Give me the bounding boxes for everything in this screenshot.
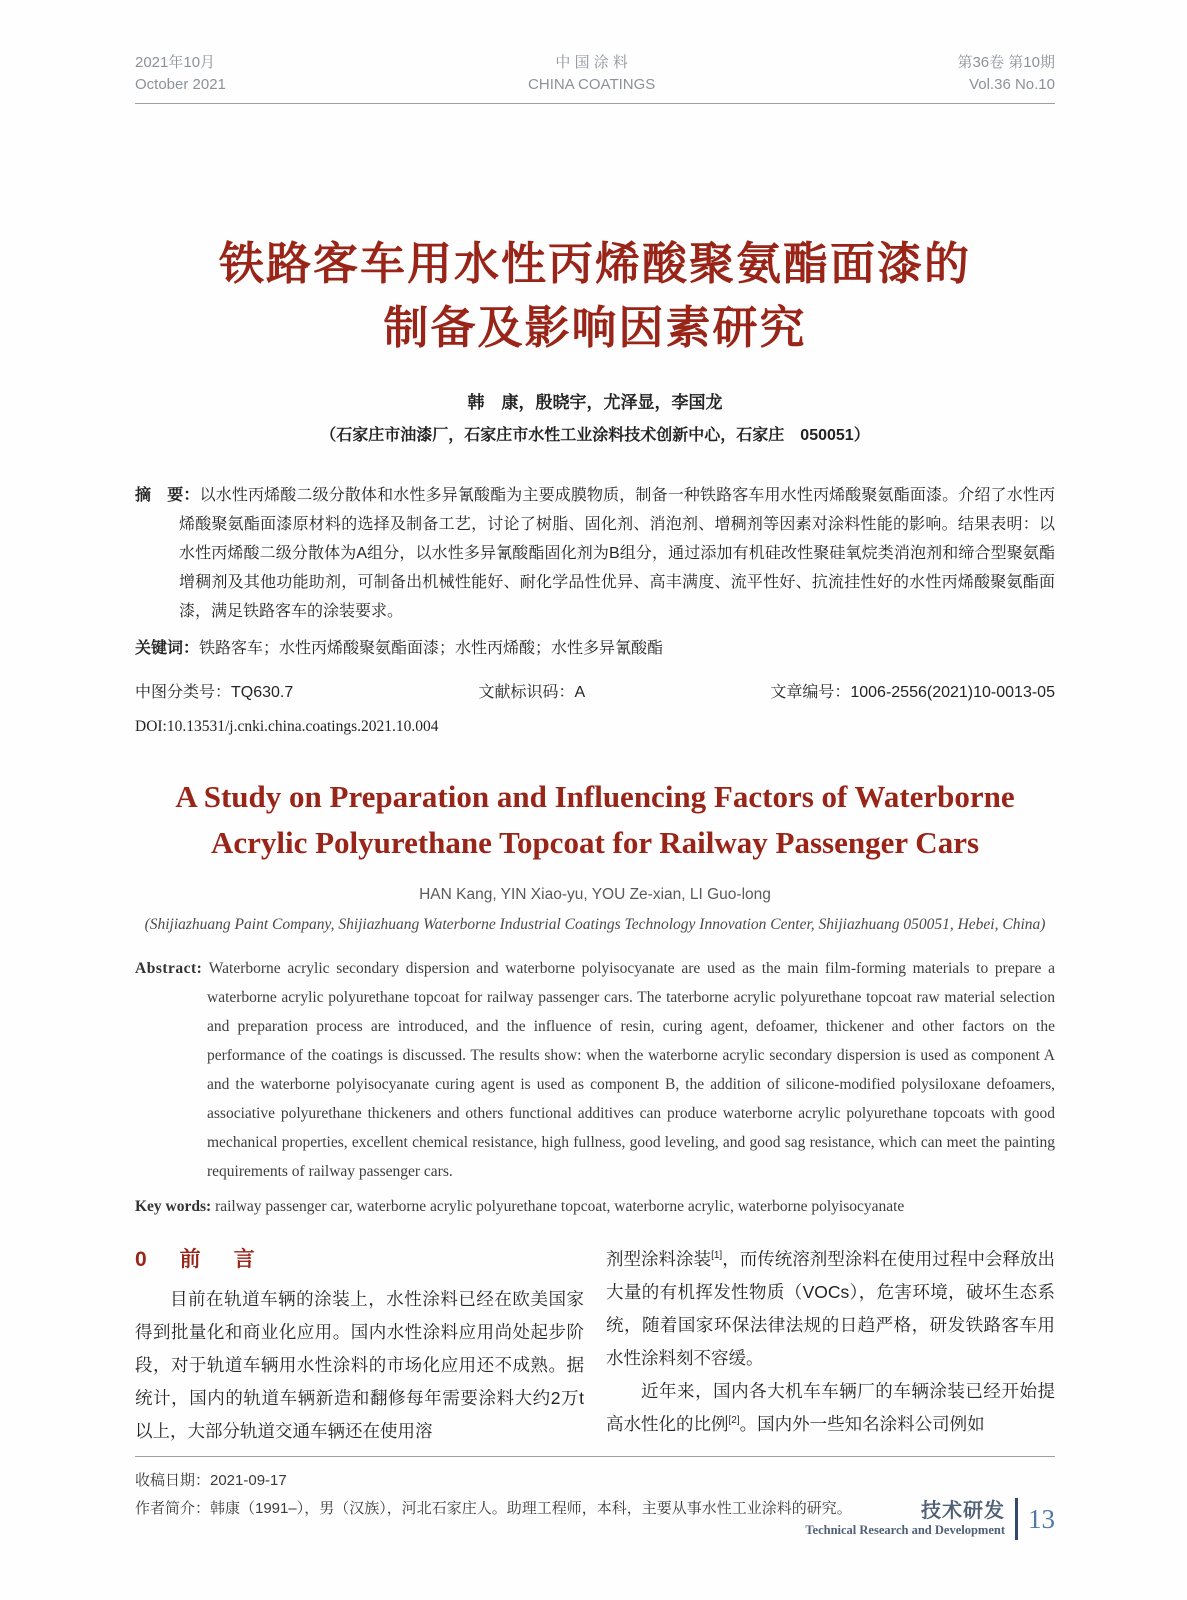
classification-row — [135, 679, 1055, 702]
intro-right-1-text-cont: ，而传统溶剂型涂料在使用过程中会释放出大量的有机挥发性物质（VOCs），危害环境，破坏生态系统，随着国家环保法律法规的日趋严格，研发铁路客车用水性涂料刻不容缓。 — [606, 1249, 1056, 1368]
intro-right-1-text: 剂型涂料涂装 — [606, 1249, 712, 1269]
abstract-zh — [135, 481, 1055, 626]
received-date: 收稿日期：2021-09-17 — [135, 1472, 287, 1489]
article-title-zh — [135, 232, 1055, 360]
volume-issue-en: Vol.36 No.10 — [969, 76, 1055, 93]
keywords-en — [135, 1192, 1055, 1221]
affiliation-zh: （石家庄市油漆厂，石家庄市水性工业涂料技术创新中心，石家庄 050051） — [320, 427, 870, 444]
affiliation-en: (Shijiazhuang Paint Company, Shijiazhuang Waterborne Industrial Coatings Technology Innovation Center, Shijiazhuang 050051, Hebei, China) — [144, 916, 1046, 933]
keywords-en-text: railway passenger car, waterborne acrylic polyurethane topcoat, waterborne acrylic, waterborne polyisocyanate — [215, 1198, 905, 1215]
abstract-en — [135, 954, 1055, 1186]
header-date-zh: 2021年10月 — [135, 54, 216, 71]
authors-en: HAN Kang, YIN Xiao-yu, YOU Ze-xian, LI Guo-long — [419, 886, 771, 903]
keywords-zh — [135, 634, 1055, 663]
article-title-zh-line2: 制备及影响因素研究 — [383, 302, 807, 353]
abstract-en-text: Waterborne acrylic secondary dispersion and waterborne polyisocyanate are used as the main film-forming materials to prepare a waterborne acrylic polyurethane topcoat for railway passenger cars. The taterborne acrylic polyurethane topcoat raw material selection and preparation process are introduced, and the influence of resin, curing agent, defoamer, thickener and other factors on the performance of the coatings is discussed. The results show: when the waterborne acrylic secondary dispersion is used as component A and the waterborne polyisocyanate curing agent is used as component B, the addition of silicone-modified polysiloxane defoamers, associative polyurethane thickeners and others functional additives can produce waterborne acrylic polyurethane topcoats with good mechanical properties, excellent chemical resistance, high fullness, good leveling, and good sag resistance, which can meet the painting requirements of railway passenger cars. — [207, 960, 1055, 1180]
page-number: 13 — [1028, 1504, 1055, 1534]
authors-zh: 韩 康，殷晓宇，尤泽显，李国龙 — [467, 393, 723, 412]
clc-number: 中图分类号：TQ630.7 — [135, 684, 294, 701]
reference-mark-1: [1] — [711, 1250, 723, 1262]
header-divider — [135, 103, 1055, 104]
volume-issue-zh: 第36卷 第10期 — [957, 54, 1055, 71]
column-tag — [805, 1500, 1005, 1538]
abstract-zh-text: 以水性丙烯酸二级分散体和水性多异氰酸酯为主要成膜物质，制备一种铁路客车用水性丙烯酸聚氨酯面漆。介绍了水性丙烯酸聚氨酯面漆原材料的选择及制备工艺，讨论了树脂、固化剂、消泡剂、增稠剂等因素对涂料性能的影响。结果表明：以水性丙烯酸二级分散体为A组分，以水性多异氰酸酯固化剂为B组分，通过添加有机硅改性聚硅氧烷类消泡剂和缔合型聚氨酯增稠剂及其他功能助剂，可制备出机械性能好、耐化学品性优异、高丰满度、流平性好、抗流挂性好的水性丙烯酸聚氨酯面漆，满足铁路客车的涂装要求。 — [179, 487, 1055, 620]
header-date — [135, 52, 226, 96]
intro-right-2-text-cont: 。国内外一些知名涂料公司例如 — [739, 1414, 985, 1434]
header-date-en: October 2021 — [135, 76, 226, 93]
reference-mark-2: [2] — [728, 1415, 740, 1427]
article-title-en: A Study on Preparation and Influencing Factors of Waterborne Acrylic Polyurethane Topcoat for Railway Passenger Cars — [175, 779, 1015, 860]
author-bio: 作者简介：韩康（1991–），男（汉族），河北石家庄人。助理工程师，本科，主要从事水性工业涂料的研究。 — [135, 1500, 852, 1517]
intro-right-2-text: 近年来，国内各大机车车辆厂的车辆涂装已经开始提高水性化的比例 — [606, 1381, 1055, 1434]
keywords-en-label: Key words: — [135, 1198, 212, 1215]
intro-paragraph-left: 目前在轨道车辆的涂装上，水性涂料已经在欧美国家得到批量化和商业化应用。国内水性涂料应用尚处起步阶段，对于轨道车辆用水性涂料的市场化应用还不成熟。据统计，国内的轨道车辆新造和翻修每年需要涂料大约2万t以上，大部分轨道交通车辆还在使用溶 — [135, 1289, 584, 1441]
abstract-zh-label: 摘 要： — [135, 487, 200, 504]
page-footer — [805, 1498, 1055, 1540]
column-tag-zh: 技术研发 — [921, 1500, 1005, 1522]
article-title-zh-line1: 铁路客车用水性丙烯酸聚氨酯面漆的 — [218, 238, 971, 289]
keywords-zh-text: 铁路客车；水性丙烯酸聚氨酯面漆；水性丙烯酸；水性多异氰酸酯 — [199, 640, 664, 657]
footer-divider-bar — [1015, 1498, 1018, 1540]
intro-paragraph-right-1 — [606, 1243, 1055, 1375]
footnote-divider — [135, 1456, 1055, 1457]
body-two-columns — [135, 1243, 1055, 1448]
column-tag-en: Technical Research and Development — [805, 1523, 1005, 1537]
body-left-column — [135, 1243, 584, 1448]
doi: DOI:10.13531/j.cnki.china.coatings.2021.10.004 — [135, 718, 439, 735]
abstract-en-label: Abstract: — [135, 960, 203, 977]
section-heading-intro: 0 前 言 — [135, 1248, 261, 1271]
header-volume-issue — [957, 52, 1055, 96]
keywords-zh-label: 关键词： — [135, 640, 200, 657]
journal-name-en: CHINA COATINGS — [528, 76, 656, 93]
article-id: 文章编号：1006-2556(2021)10-0013-05 — [770, 684, 1055, 701]
journal-name-zh: 中 国 涂 料 — [555, 54, 628, 71]
document-code: 文献标识码：A — [478, 684, 586, 701]
header-journal-name — [528, 52, 655, 96]
intro-paragraph-right-2 — [606, 1375, 1055, 1441]
journal-header — [135, 0, 1055, 96]
body-right-column — [606, 1243, 1055, 1448]
